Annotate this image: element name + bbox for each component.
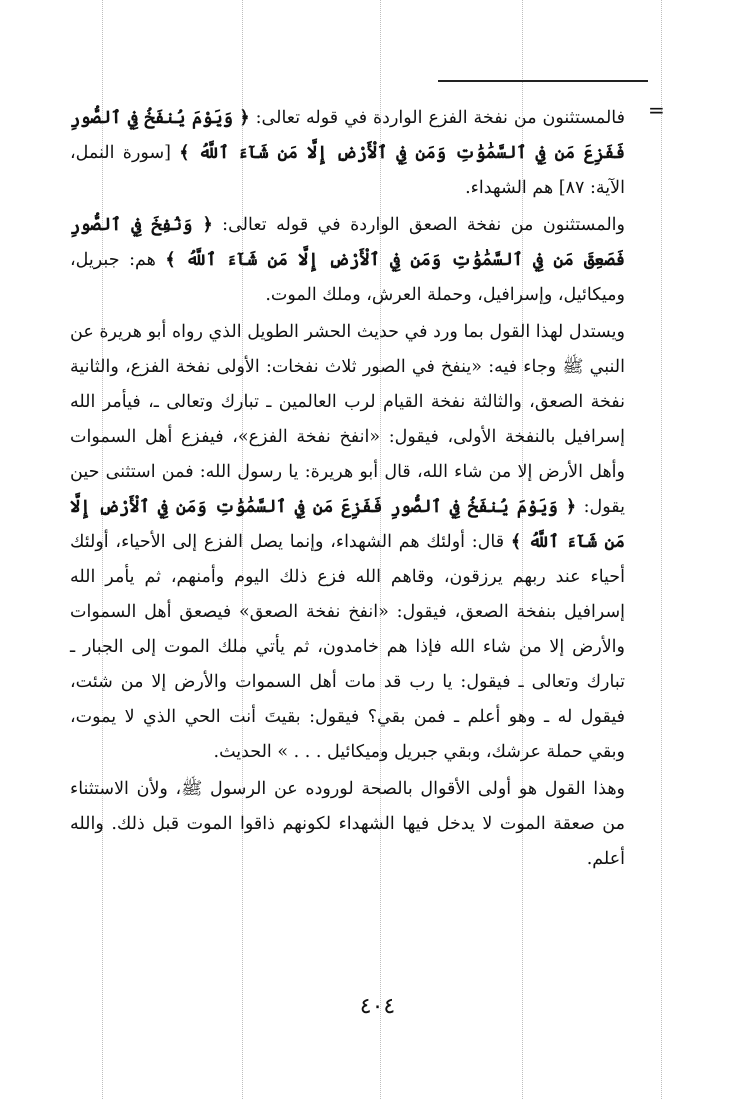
- page-body: [70, 101, 625, 879]
- paragraph-text: قال: أولئك هم الشهداء، وإنما يصل الفزع إلى الأحياء، أولئك أحياء عند ربهم يرزقون، وقاهم الله فزع ذلك اليوم وأمنهم، ثم يأمر الله إسرافيل بنفخة الصعق، فيقول: «انفخ نفخة الصعق» فيصعق أهل السموات والأرض إلا من شاء الله فإذا هم خامدون، ثم يأتي ملك الموت إلى الجبار ـ تبارك وتعالى ـ فيقول: يا رب قد مات أهل السموات والأرض إلا من شئت، فيقول له ـ وهو أعلم ـ فمن بقي؟ فيقول: بقيتَ أنت الحي الذي لا يموت، وبقي حملة عرشك، وبقي جبريل وميكائيل . . . » الحديث.: [70, 532, 625, 762]
- quran-verse: ﴿ وَيَوْمَ يُنفَخُ فِي ٱلصُّورِ فَفَزِعَ مَن فِي ٱلسَّمَٰوَٰتِ وَمَن فِي ٱلْأَرْضِ إِلَّا مَن شَآءَ ٱللَّهُ ﴾: [70, 497, 625, 552]
- continuation-mark: =: [648, 98, 665, 122]
- page-dotted-guide: [661, 0, 662, 1099]
- paragraph-text: هم: جبريل، وميكائيل، وإسرافيل، وحملة العرش، وملك الموت.: [70, 250, 625, 305]
- paragraph-1: [70, 101, 625, 206]
- paragraph-text: وهذا القول هو أولى الأقوال بالصحة لوروده عن الرسول ﷺ، ولأن الاستثناء من صعقة الموت لا يدخل فيها الشهداء لكونهم ذاقوا الموت قبل ذلك. والله أعلم.: [70, 779, 625, 869]
- quran-verse: ﴿ وَيَوْمَ يُنفَخُ فِي ٱلصُّورِ فَفَزِعَ مَن فِي ٱلسَّمَٰوَٰتِ وَمَن فِي ٱلْأَرْضِ إِلَّا مَن شَآءَ ٱللَّهُ ﴾: [70, 108, 625, 163]
- paragraph-3: [70, 315, 625, 770]
- quran-verse: ﴿ وَنُفِخَ فِي ٱلصُّورِ فَصَعِقَ مَن فِي ٱلسَّمَٰوَٰتِ وَمَن فِي ٱلْأَرْضِ إِلَّا مَن شَآءَ ٱللَّهُ ﴾: [70, 215, 625, 270]
- paragraph-text: ويستدل لهذا القول بما ورد في حديث الحشر الطويل الذي رواه أبو هريرة عن النبي ﷺ وجاء فيه: «ينفخ في الصور ثلاث نفخات: الأولى نفخة الفزع، والثانية نفخة الصعق، والثالثة نفخة القيام لرب العالمين ـ تبارك وتعالى ـ، فيأمر الله إسرافيل بالنفخة الأولى، فيقول: «انفخ نفخة الفزع»، فيفزع أهل السموات وأهل الأرض إلا من شاء الله، قال أبو هريرة: يا رسول الله: فمن استثنى حين يقول:: [70, 322, 625, 517]
- paragraph-4: [70, 772, 625, 877]
- paragraph-2: [70, 208, 625, 313]
- page-number: ٤٠٤: [359, 994, 396, 1019]
- paragraph-text: فالمستثنون من نفخة الفزع الواردة في قوله تعالى:: [249, 108, 626, 128]
- footnote-separator-rule: [438, 80, 648, 82]
- paragraph-text: والمستثنون من نفخة الصعق الواردة في قوله تعالى:: [212, 215, 625, 235]
- paragraph-text: [سورة النمل، الآية: ٨٧] هم الشهداء.: [70, 143, 625, 198]
